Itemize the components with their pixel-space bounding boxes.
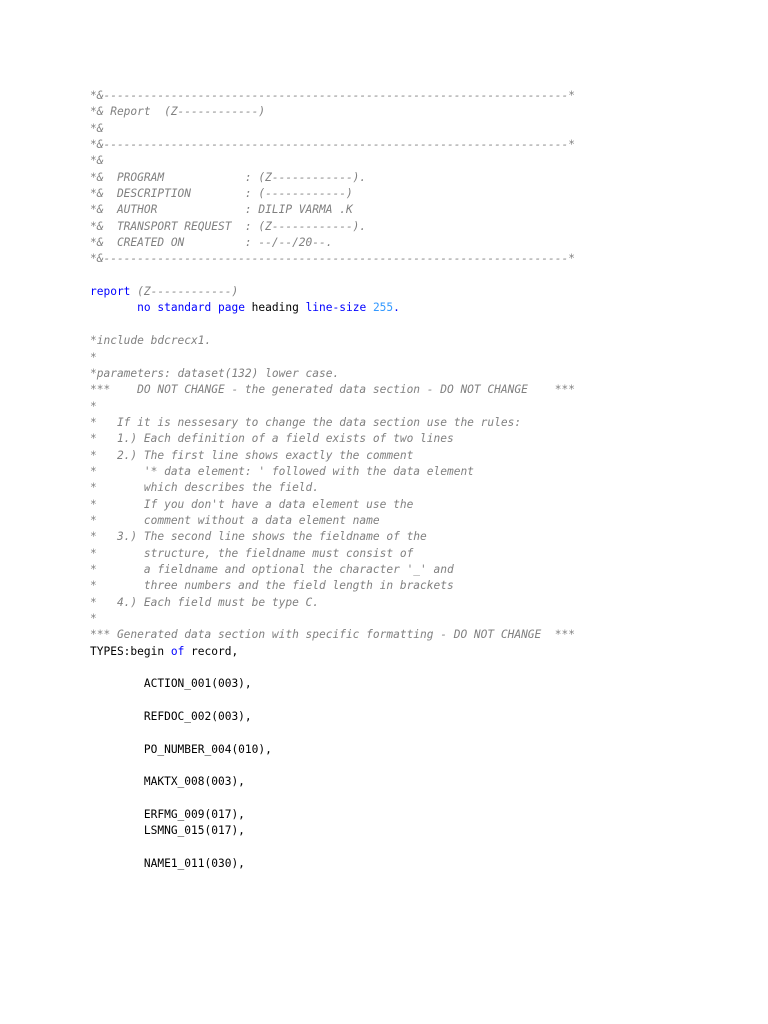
code-line — [90, 709, 575, 725]
code-line — [90, 153, 575, 169]
number-token: 255 — [372, 301, 394, 315]
code-line — [90, 137, 575, 153]
comment-text: * 4.) Each field must be type C. — [90, 595, 320, 609]
code-line — [90, 350, 575, 366]
comment-text: *& AUTHOR : DILIP VARMA .K — [90, 203, 353, 217]
comment-text: *&---------------------------------------------------------------------* — [90, 138, 575, 152]
code-line — [90, 186, 575, 202]
comment-text: *parameters: dataset(132) lower case. — [90, 366, 340, 380]
code-text: LSMNG_015(017), — [90, 824, 245, 838]
comment-text: * — [90, 612, 97, 625]
code-line — [90, 464, 575, 480]
keyword-token: of — [170, 644, 185, 658]
code-line — [90, 317, 575, 333]
code-line — [90, 284, 575, 300]
code-line — [90, 513, 575, 529]
code-line — [90, 448, 575, 464]
comment-text: * '* data element: ' followed with the data element — [90, 464, 474, 478]
code-line — [90, 758, 575, 774]
code-line — [90, 268, 575, 284]
code-line — [90, 497, 575, 513]
comment-text: *&---------------------------------------------------------------------* — [90, 89, 575, 102]
code-line — [90, 611, 575, 627]
comment-text: *& — [90, 121, 104, 135]
code-line — [90, 676, 575, 692]
code-line — [90, 807, 575, 823]
comment-text: *** Generated data section with specific formatting - DO NOT CHANGE *** — [90, 628, 575, 642]
code-line — [90, 219, 575, 235]
comment-text: *& CREATED ON : --/--/20--. — [90, 236, 333, 250]
code-text: ERFMG_009(017), — [90, 808, 245, 822]
code-line — [90, 774, 575, 790]
code-line — [90, 742, 575, 758]
keyword-token: no standard page — [137, 301, 245, 315]
comment-text: *& TRANSPORT REQUEST : (Z------------). — [90, 219, 367, 233]
code-line — [90, 546, 575, 562]
keyword-token: . — [393, 301, 400, 315]
comment-text: * comment without a data element name — [90, 513, 380, 527]
comment-text: *& — [90, 154, 104, 168]
code-line — [90, 856, 575, 872]
code-line — [90, 693, 575, 709]
comment-text: * If you don't have a data element use the — [90, 497, 414, 511]
code-line — [90, 562, 575, 578]
code-line — [90, 431, 575, 447]
code-line — [90, 480, 575, 496]
code-text: NAME1_011(030), — [90, 857, 245, 871]
code-line — [90, 382, 575, 398]
code-line — [90, 88, 575, 104]
comment-text: (Z------------) — [130, 285, 239, 299]
comment-text: * If it is nessesary to change the data section use the rules: — [90, 415, 522, 429]
code-line — [90, 660, 575, 676]
comment-text: *& PROGRAM : (Z------------). — [90, 170, 367, 184]
code-text: ACTION_001(003), — [90, 677, 252, 691]
comment-text: *&---------------------------------------------------------------------* — [90, 252, 575, 266]
code-line — [90, 627, 575, 643]
code-line — [90, 333, 575, 349]
comment-text: * which describes the field. — [90, 481, 320, 495]
code-line — [90, 202, 575, 218]
code-line — [90, 415, 575, 431]
code-text — [366, 301, 373, 314]
code-line — [90, 595, 575, 611]
comment-text: * 2.) The first line shows exactly the comment — [90, 448, 414, 462]
code-line — [90, 529, 575, 545]
code-text: TYPES:begin — [90, 644, 171, 658]
comment-text: *& Report (Z------------) — [90, 105, 266, 119]
comment-text: *** DO NOT CHANGE - the generated data section - DO NOT CHANGE *** — [90, 383, 575, 397]
keyword-token: report — [90, 285, 131, 299]
comment-text: * three numbers and the field length in brackets — [90, 579, 454, 593]
comment-text: * structure, the fieldname must consist of — [90, 546, 414, 560]
code-text: MAKTX_008(003), — [90, 775, 245, 789]
code-line — [90, 644, 575, 660]
code-line — [90, 104, 575, 120]
code-line — [90, 823, 575, 839]
code-line — [90, 791, 575, 807]
code-text: REFDOC_002(003), — [90, 710, 252, 724]
code-line — [90, 235, 575, 251]
comment-text: * — [90, 399, 97, 413]
code-line — [90, 725, 575, 741]
code-line — [90, 251, 575, 267]
comment-text: *include bdcrecx1. — [90, 334, 212, 348]
code-line — [90, 578, 575, 594]
code-line — [90, 399, 575, 415]
comment-text: * 1.) Each definition of a field exists of two lines — [90, 432, 454, 446]
comment-text: * — [90, 350, 97, 364]
keyword-token: line-size — [305, 301, 367, 315]
code-line — [90, 840, 575, 856]
code-text: PO_NUMBER_004(010), — [90, 742, 272, 756]
code-listing — [90, 88, 575, 873]
code-text: record, — [184, 644, 239, 658]
code-line — [90, 300, 575, 316]
code-text: heading — [244, 301, 306, 315]
code-line — [90, 121, 575, 137]
code-text — [90, 301, 137, 314]
comment-text: *& DESCRIPTION : (------------) — [90, 187, 353, 201]
code-line — [90, 170, 575, 186]
code-line — [90, 366, 575, 382]
comment-text: * 3.) The second line shows the fieldname of the — [90, 530, 427, 544]
comment-text: * a fieldname and optional the character '_' and — [90, 562, 454, 576]
